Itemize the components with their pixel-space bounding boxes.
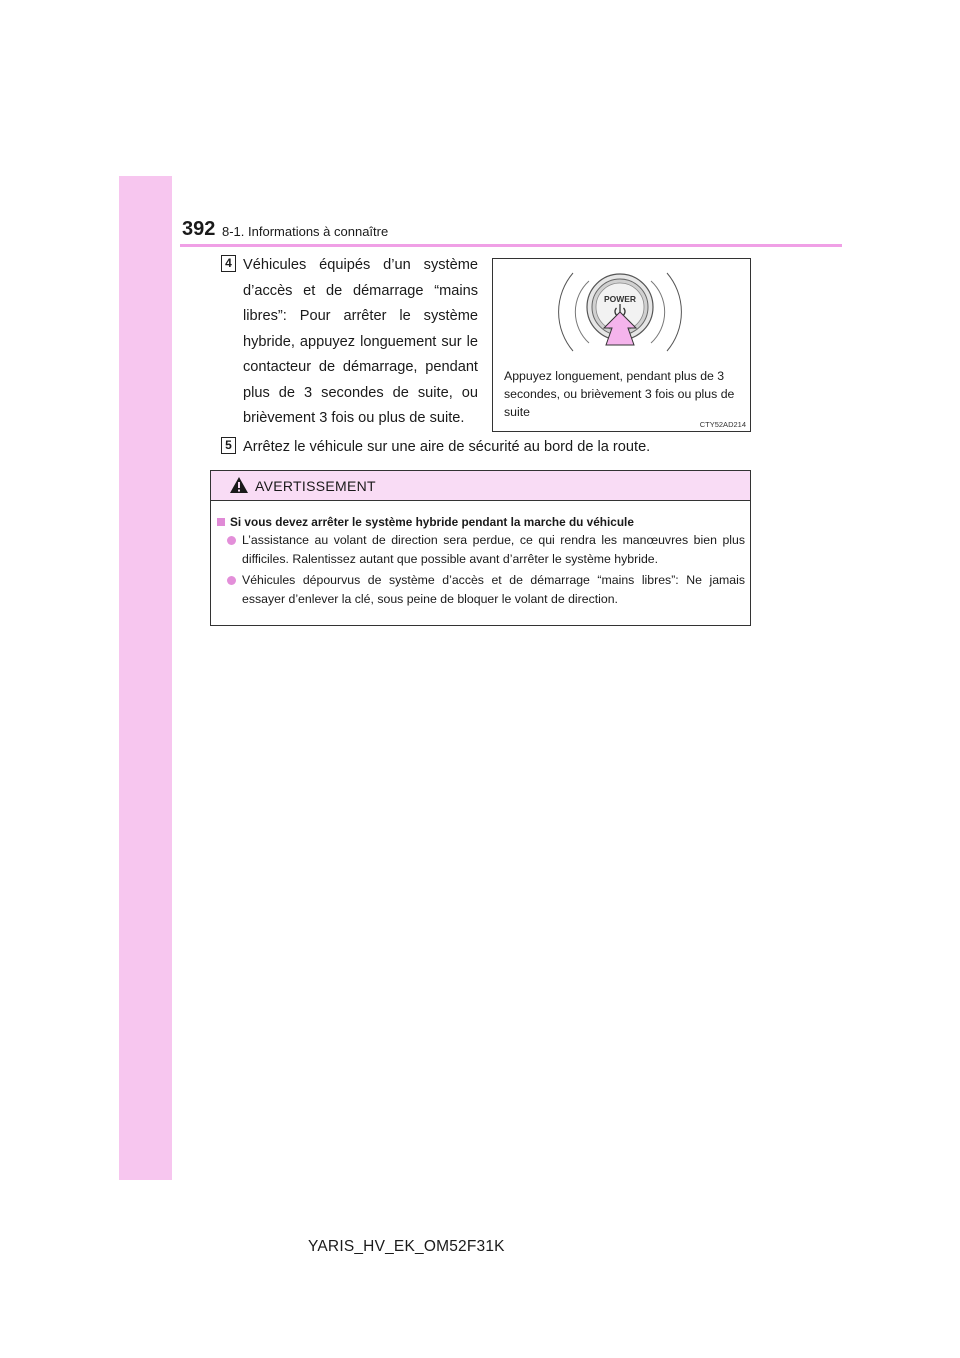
figure-code: CTY52AD214 (699, 420, 746, 429)
page-number: 392 (182, 218, 216, 240)
bullet-dot-icon (227, 576, 236, 585)
warning-title: AVERTISSEMENT (255, 478, 376, 494)
warning-subheading-text: Si vous devez arrêter le système hybride pendant la marche du véhicule (230, 515, 634, 529)
header-divider (180, 244, 842, 247)
bullet-dot-icon (227, 536, 236, 545)
step-5-marker: 5 (221, 437, 236, 454)
warning-bullet-text: L’assistance au volant de direction sera perdue, ce qui rendra les manœuvres bien plus difficiles. Ralentissez autant que possible avant d’arrêter le système hybride. (242, 533, 745, 566)
warning-bullet-text: Véhicules dépourvus de système d’accès et de démarrage “mains libres”: Ne jamais essayer d’enlever la clé, sous peine de bloquer le volant de direction. (242, 573, 745, 606)
power-switch-figure (492, 258, 751, 432)
figure-caption: Appuyez longuement, pendant plus de 3 secondes, ou brièvement 3 fois ou plus de suite (504, 369, 735, 419)
square-bullet-icon (217, 518, 225, 526)
arc-left-outer (559, 273, 573, 351)
step-4-marker: 4 (221, 255, 236, 272)
step-5-text: Arrêtez le véhicule sur une aire de sécurité au bord de la route. (243, 439, 651, 455)
warning-subheading (217, 515, 634, 529)
step-4-text: Véhicules équipés d’un système d’accès et de démarrage “mains libres”: Pour arrêter le système hybride, appuyez longuement sur le contacteur de démarrage, pendant plus de 3 secondes de suite, ou brièvement 3 fois ou plus de suite. (243, 257, 478, 426)
power-button-label: POWER (603, 294, 637, 304)
document-code: YARIS_HV_EK_OM52F31K (308, 1238, 505, 1255)
warning-triangle-icon (229, 476, 249, 494)
side-tab-band (119, 176, 172, 1180)
warning-bullet (227, 571, 745, 608)
warning-box (210, 470, 751, 626)
warning-bullet (227, 531, 745, 568)
section-title: 8-1. Informations à connaître (222, 224, 389, 239)
arc-right-outer (667, 273, 681, 351)
warning-header (211, 471, 750, 501)
